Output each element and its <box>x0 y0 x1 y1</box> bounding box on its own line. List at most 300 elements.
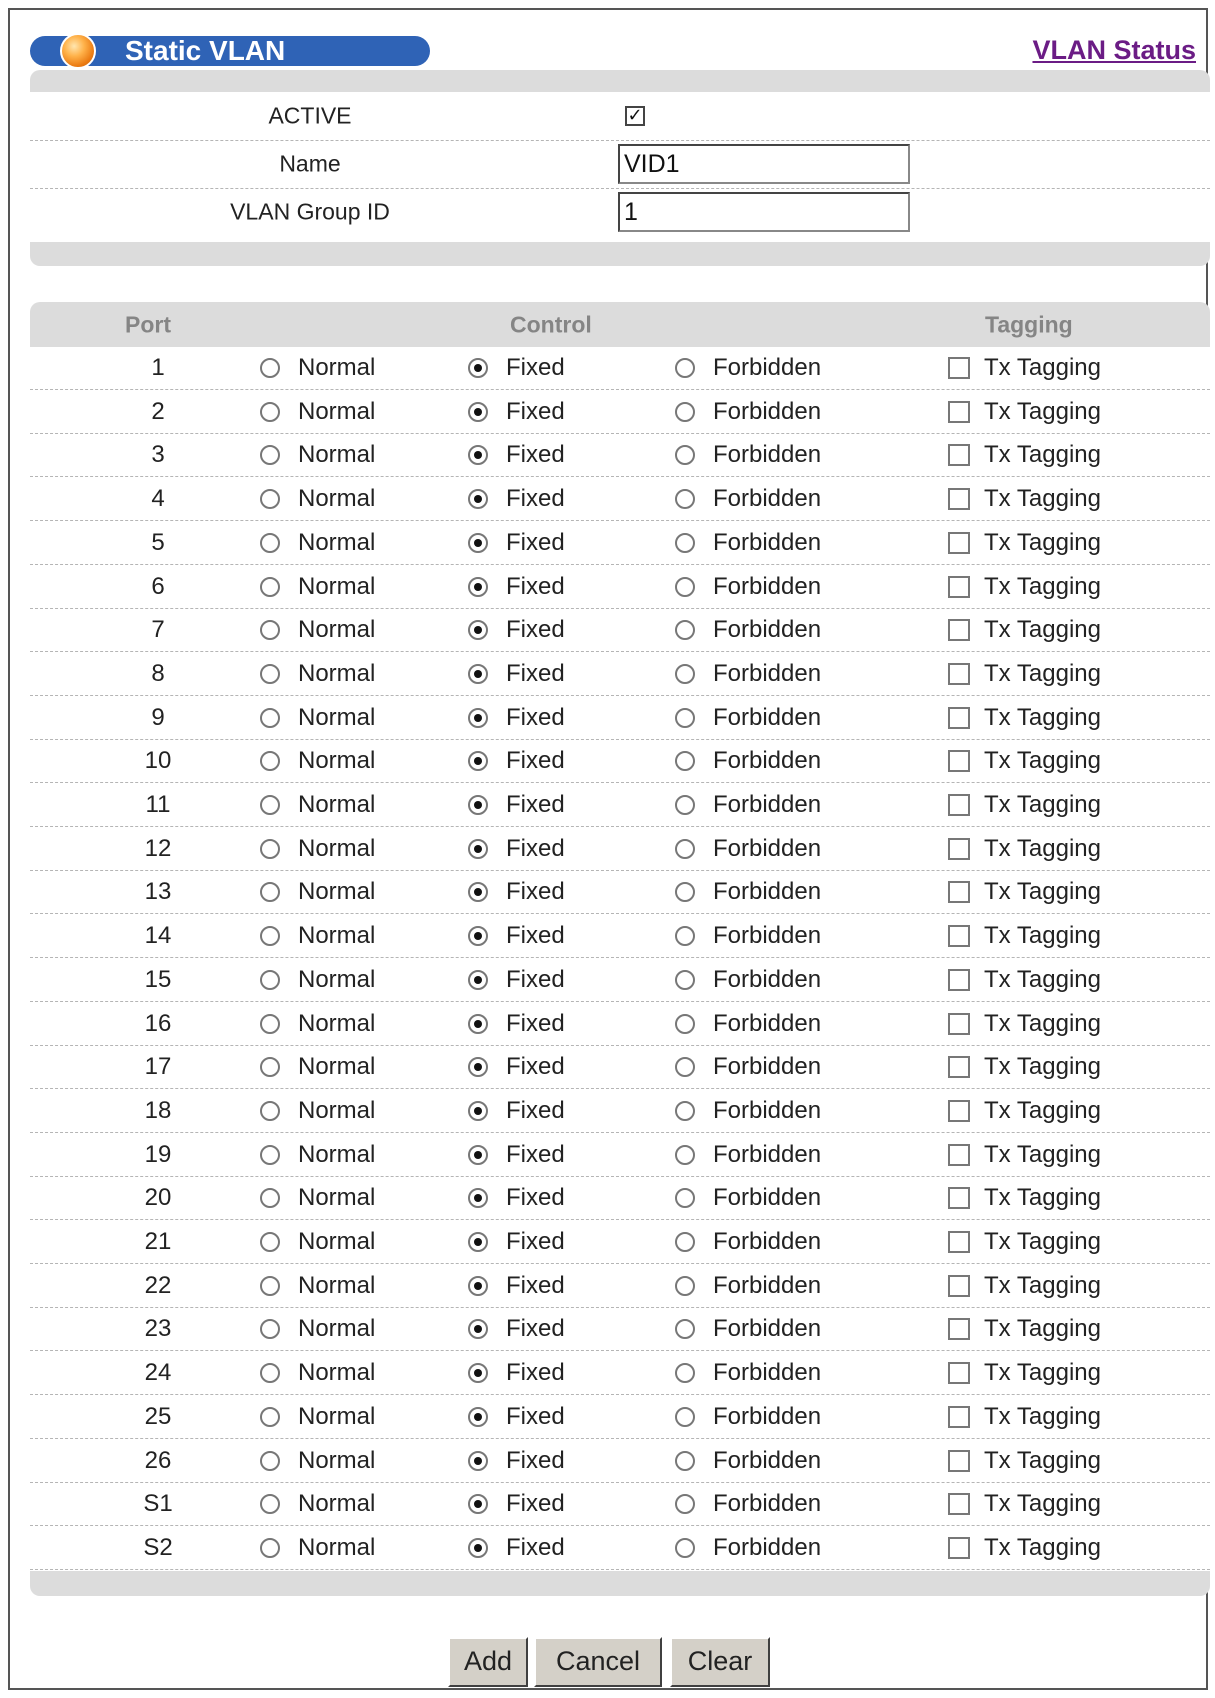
control-option-normal[interactable] <box>260 1315 375 1343</box>
tx-tagging-option[interactable] <box>948 398 1101 426</box>
tx-tagging-label: Tx Tagging <box>984 791 1101 818</box>
tx-tagging-checkbox[interactable] <box>948 794 970 816</box>
tx-tagging-option[interactable] <box>948 1534 1101 1562</box>
control-option-forbidden[interactable] <box>675 835 821 863</box>
fixed-label: Fixed <box>506 1096 565 1124</box>
radio-fixed[interactable] <box>468 445 488 465</box>
radio-fixed[interactable] <box>468 1451 488 1471</box>
radio-normal[interactable] <box>260 970 280 990</box>
radio-normal[interactable] <box>260 882 280 902</box>
control-option-forbidden[interactable] <box>675 1272 821 1300</box>
control-option-normal[interactable] <box>260 966 375 994</box>
tx-tagging-checkbox[interactable] <box>948 576 970 598</box>
control-option-fixed[interactable] <box>468 922 565 950</box>
port-number: 14 <box>144 922 172 950</box>
radio-forbidden[interactable] <box>675 926 695 946</box>
control-option-normal[interactable] <box>260 922 375 950</box>
tx-tagging-label: Tx Tagging <box>984 659 1101 687</box>
radio-fixed[interactable] <box>468 1407 488 1427</box>
radio-forbidden[interactable] <box>675 1188 695 1208</box>
control-option-fixed[interactable] <box>468 529 565 557</box>
tx-tagging-checkbox[interactable] <box>948 838 970 860</box>
control-option-normal[interactable] <box>260 573 375 601</box>
fixed-label: Fixed <box>506 747 565 775</box>
control-option-normal[interactable] <box>260 878 375 906</box>
port-number: 23 <box>144 1315 172 1343</box>
control-option-fixed[interactable] <box>468 1447 565 1475</box>
port-number: S2 <box>143 1533 173 1561</box>
fixed-label: Fixed <box>506 1228 565 1255</box>
control-option-forbidden[interactable] <box>675 704 821 732</box>
radio-normal[interactable] <box>260 751 280 771</box>
control-option-fixed[interactable] <box>468 791 565 819</box>
table-row <box>30 1221 1210 1264</box>
control-option-forbidden[interactable] <box>675 878 821 906</box>
fixed-label: Fixed <box>506 878 565 906</box>
control-option-fixed[interactable] <box>468 398 565 426</box>
radio-normal[interactable] <box>260 1145 280 1165</box>
radio-forbidden[interactable] <box>675 489 695 509</box>
tx-tagging-checkbox[interactable] <box>948 619 970 641</box>
radio-forbidden[interactable] <box>675 1232 695 1252</box>
radio-normal[interactable] <box>260 664 280 684</box>
normal-label: Normal <box>298 1184 376 1212</box>
radio-fixed[interactable] <box>468 1014 488 1034</box>
tx-tagging-label: Tx Tagging <box>984 1140 1101 1168</box>
radio-forbidden[interactable] <box>675 358 695 378</box>
radio-normal[interactable] <box>260 1538 280 1558</box>
port-number: 2 <box>151 397 165 425</box>
control-option-forbidden[interactable] <box>675 398 821 426</box>
control-option-normal[interactable] <box>260 441 375 469</box>
tx-tagging-option[interactable] <box>948 1359 1101 1387</box>
tx-tagging-checkbox[interactable] <box>948 532 970 554</box>
control-option-normal[interactable] <box>260 354 375 382</box>
port-number: 19 <box>144 1140 172 1168</box>
radio-normal[interactable] <box>260 620 280 640</box>
tx-tagging-option[interactable] <box>948 878 1101 906</box>
tx-tagging-option[interactable] <box>948 704 1101 732</box>
radio-normal[interactable] <box>260 926 280 946</box>
control-option-normal[interactable] <box>260 1272 375 1300</box>
tx-tagging-label: Tx Tagging <box>984 441 1101 469</box>
control-option-forbidden[interactable] <box>675 1184 821 1212</box>
radio-forbidden[interactable] <box>675 1494 695 1514</box>
fixed-label: Fixed <box>506 703 565 731</box>
control-option-normal[interactable] <box>260 1010 375 1038</box>
control-option-forbidden[interactable] <box>675 1315 821 1343</box>
normal-label: Normal <box>298 1053 376 1081</box>
tx-tagging-checkbox[interactable] <box>948 1013 970 1035</box>
radio-fixed[interactable] <box>468 664 488 684</box>
radio-fixed[interactable] <box>468 1101 488 1121</box>
tx-tagging-checkbox[interactable] <box>948 925 970 947</box>
vlan-status-link[interactable]: VLAN Status <box>1032 35 1196 65</box>
radio-normal[interactable] <box>260 708 280 728</box>
radio-normal[interactable] <box>260 1494 280 1514</box>
radio-fixed[interactable] <box>468 533 488 553</box>
control-option-normal[interactable] <box>260 835 375 863</box>
tx-tagging-option[interactable] <box>948 1053 1101 1081</box>
radio-fixed[interactable] <box>468 402 488 422</box>
control-option-normal[interactable] <box>260 1359 375 1387</box>
tx-tagging-checkbox[interactable] <box>948 969 970 991</box>
control-option-normal[interactable] <box>260 529 375 557</box>
tx-tagging-option[interactable] <box>948 573 1101 601</box>
control-option-fixed[interactable] <box>468 1228 565 1256</box>
radio-fixed[interactable] <box>468 1319 488 1339</box>
control-option-fixed[interactable] <box>468 1010 565 1038</box>
control-option-forbidden[interactable] <box>675 1403 821 1431</box>
control-option-fixed[interactable] <box>468 616 565 644</box>
fixed-label: Fixed <box>506 485 565 513</box>
control-option-normal[interactable] <box>260 791 375 819</box>
tx-tagging-checkbox[interactable] <box>948 401 970 423</box>
control-option-fixed[interactable] <box>468 966 565 994</box>
tx-tagging-checkbox[interactable] <box>948 1275 970 1297</box>
fixed-label: Fixed <box>506 1271 565 1299</box>
table-row <box>30 1352 1210 1395</box>
tx-tagging-option[interactable] <box>948 354 1101 382</box>
table-row <box>30 522 1210 565</box>
control-option-forbidden[interactable] <box>675 354 821 382</box>
control-option-normal[interactable] <box>260 1490 375 1518</box>
radio-forbidden[interactable] <box>675 1276 695 1296</box>
control-option-fixed[interactable] <box>468 660 565 688</box>
radio-fixed[interactable] <box>468 1494 488 1514</box>
tx-tagging-label: Tx Tagging <box>984 485 1101 513</box>
control-option-fixed[interactable] <box>468 573 565 601</box>
control-option-fixed[interactable] <box>468 1315 565 1343</box>
control-option-normal[interactable] <box>260 1184 375 1212</box>
radio-forbidden[interactable] <box>675 1145 695 1165</box>
radio-forbidden[interactable] <box>675 577 695 597</box>
port-number: 5 <box>151 528 165 556</box>
control-option-forbidden[interactable] <box>675 1097 821 1125</box>
radio-normal[interactable] <box>260 1276 280 1296</box>
normal-label: Normal <box>298 397 376 425</box>
add-button[interactable]: Add <box>448 1637 528 1687</box>
tx-tagging-checkbox[interactable] <box>948 1537 970 1559</box>
tx-tagging-checkbox[interactable] <box>948 444 970 466</box>
table-header <box>30 302 1210 347</box>
control-option-forbidden[interactable] <box>675 1359 821 1387</box>
radio-forbidden[interactable] <box>675 1101 695 1121</box>
control-option-forbidden[interactable] <box>675 485 821 513</box>
control-option-forbidden[interactable] <box>675 1228 821 1256</box>
radio-forbidden[interactable] <box>675 751 695 771</box>
fixed-label: Fixed <box>506 572 565 600</box>
tx-tagging-option[interactable] <box>948 1184 1101 1212</box>
radio-normal[interactable] <box>260 1232 280 1252</box>
tx-tagging-option[interactable] <box>948 747 1101 775</box>
radio-forbidden[interactable] <box>675 620 695 640</box>
radio-fixed[interactable] <box>468 1538 488 1558</box>
tx-tagging-checkbox[interactable] <box>948 1231 970 1253</box>
radio-forbidden[interactable] <box>675 664 695 684</box>
radio-normal[interactable] <box>260 358 280 378</box>
radio-fixed[interactable] <box>468 708 488 728</box>
control-option-fixed[interactable] <box>468 1141 565 1169</box>
forbidden-label: Forbidden <box>713 965 822 993</box>
port-number: 4 <box>151 485 165 513</box>
control-option-normal[interactable] <box>260 1053 375 1081</box>
tx-tagging-checkbox[interactable] <box>948 1493 970 1515</box>
radio-forbidden[interactable] <box>675 1319 695 1339</box>
radio-normal[interactable] <box>260 1101 280 1121</box>
control-option-forbidden[interactable] <box>675 1534 821 1562</box>
tx-tagging-option[interactable] <box>948 1010 1101 1038</box>
radio-fixed[interactable] <box>468 926 488 946</box>
radio-forbidden[interactable] <box>675 882 695 902</box>
radio-fixed[interactable] <box>468 751 488 771</box>
radio-normal[interactable] <box>260 1319 280 1339</box>
radio-forbidden[interactable] <box>675 445 695 465</box>
control-option-normal[interactable] <box>260 398 375 426</box>
tx-tagging-option[interactable] <box>948 1447 1101 1475</box>
tx-tagging-label: Tx Tagging <box>984 616 1101 644</box>
control-option-normal[interactable] <box>260 616 375 644</box>
tx-tagging-option[interactable] <box>948 1403 1101 1431</box>
tx-tagging-label: Tx Tagging <box>984 834 1101 862</box>
radio-fixed[interactable] <box>468 1232 488 1252</box>
control-option-normal[interactable] <box>260 485 375 513</box>
control-option-fixed[interactable] <box>468 1272 565 1300</box>
radio-fixed[interactable] <box>468 882 488 902</box>
control-option-fixed[interactable] <box>468 1534 565 1562</box>
normal-label: Normal <box>298 1446 376 1474</box>
radio-forbidden[interactable] <box>675 402 695 422</box>
normal-label: Normal <box>298 1533 376 1561</box>
tx-tagging-option[interactable] <box>948 1228 1101 1256</box>
tx-tagging-checkbox[interactable] <box>948 1318 970 1340</box>
tx-tagging-option[interactable] <box>948 616 1101 644</box>
forbidden-label: Forbidden <box>713 1184 822 1212</box>
tx-tagging-label: Tx Tagging <box>984 1402 1101 1430</box>
control-option-fixed[interactable] <box>468 704 565 732</box>
fixed-label: Fixed <box>506 397 565 425</box>
radio-forbidden[interactable] <box>675 708 695 728</box>
control-option-normal[interactable] <box>260 1534 375 1562</box>
normal-label: Normal <box>298 922 376 950</box>
radio-fixed[interactable] <box>468 1363 488 1383</box>
control-option-fixed[interactable] <box>468 441 565 469</box>
tx-tagging-option[interactable] <box>948 791 1101 819</box>
port-number: 20 <box>144 1184 172 1212</box>
table-row <box>30 959 1210 1002</box>
vlan-settings-panel <box>30 70 1210 266</box>
radio-fixed[interactable] <box>468 1145 488 1165</box>
tx-tagging-option[interactable] <box>948 1315 1101 1343</box>
tx-tagging-option[interactable] <box>948 441 1101 469</box>
control-option-fixed[interactable] <box>468 878 565 906</box>
name-input[interactable] <box>618 144 910 184</box>
tx-tagging-label: Tx Tagging <box>984 1271 1101 1299</box>
control-option-forbidden[interactable] <box>675 573 821 601</box>
normal-label: Normal <box>298 878 376 906</box>
radio-normal[interactable] <box>260 1188 280 1208</box>
tagging-column-header: Tagging <box>985 311 1073 337</box>
port-number: 13 <box>144 878 172 906</box>
tx-tagging-checkbox[interactable] <box>948 488 970 510</box>
table-row <box>30 1396 1210 1439</box>
radio-forbidden[interactable] <box>675 970 695 990</box>
tx-tagging-checkbox[interactable] <box>948 1362 970 1384</box>
control-option-fixed[interactable] <box>468 747 565 775</box>
forbidden-label: Forbidden <box>713 878 822 906</box>
tx-tagging-checkbox[interactable] <box>948 1144 970 1166</box>
tx-tagging-label: Tx Tagging <box>984 703 1101 731</box>
radio-fixed[interactable] <box>468 358 488 378</box>
forbidden-label: Forbidden <box>713 397 822 425</box>
forbidden-label: Forbidden <box>713 1402 822 1430</box>
tx-tagging-option[interactable] <box>948 485 1101 513</box>
control-option-normal[interactable] <box>260 747 375 775</box>
radio-normal[interactable] <box>260 489 280 509</box>
tx-tagging-checkbox[interactable] <box>948 663 970 685</box>
control-option-forbidden[interactable] <box>675 529 821 557</box>
fixed-label: Fixed <box>506 834 565 862</box>
radio-forbidden[interactable] <box>675 1407 695 1427</box>
radio-forbidden[interactable] <box>675 1057 695 1077</box>
control-option-fixed[interactable] <box>468 1097 565 1125</box>
control-option-normal[interactable] <box>260 1141 375 1169</box>
radio-forbidden[interactable] <box>675 1538 695 1558</box>
control-option-forbidden[interactable] <box>675 1490 821 1518</box>
control-option-forbidden[interactable] <box>675 747 821 775</box>
tx-tagging-checkbox[interactable] <box>948 1406 970 1428</box>
radio-fixed[interactable] <box>468 620 488 640</box>
tx-tagging-checkbox[interactable] <box>948 357 970 379</box>
radio-normal[interactable] <box>260 1363 280 1383</box>
control-option-forbidden[interactable] <box>675 660 821 688</box>
radio-normal[interactable] <box>260 1014 280 1034</box>
port-number: 26 <box>144 1446 172 1474</box>
normal-label: Normal <box>298 572 376 600</box>
forbidden-label: Forbidden <box>713 1228 822 1255</box>
control-option-normal[interactable] <box>260 704 375 732</box>
radio-normal[interactable] <box>260 795 280 815</box>
radio-normal[interactable] <box>260 577 280 597</box>
control-option-fixed[interactable] <box>468 1359 565 1387</box>
radio-forbidden[interactable] <box>675 839 695 859</box>
tx-tagging-option[interactable] <box>948 1097 1101 1125</box>
radio-forbidden[interactable] <box>675 1363 695 1383</box>
control-option-forbidden[interactable] <box>675 966 821 994</box>
tx-tagging-checkbox[interactable] <box>948 750 970 772</box>
tx-tagging-checkbox[interactable] <box>948 1100 970 1122</box>
control-option-fixed[interactable] <box>468 1490 565 1518</box>
tx-tagging-checkbox[interactable] <box>948 1450 970 1472</box>
forbidden-label: Forbidden <box>713 922 822 950</box>
radio-fixed[interactable] <box>468 1276 488 1296</box>
radio-fixed[interactable] <box>468 489 488 509</box>
radio-normal[interactable] <box>260 533 280 553</box>
tx-tagging-label: Tx Tagging <box>984 878 1101 906</box>
control-option-forbidden[interactable] <box>675 1141 821 1169</box>
group-id-input[interactable] <box>618 192 910 232</box>
port-number: 8 <box>151 659 165 687</box>
radio-normal[interactable] <box>260 1057 280 1077</box>
tx-tagging-checkbox[interactable] <box>948 881 970 903</box>
radio-normal[interactable] <box>260 445 280 465</box>
tx-tagging-option[interactable] <box>948 1490 1101 1518</box>
control-option-normal[interactable] <box>260 660 375 688</box>
radio-fixed[interactable] <box>468 970 488 990</box>
control-option-forbidden[interactable] <box>675 922 821 950</box>
control-option-forbidden[interactable] <box>675 1010 821 1038</box>
table-row <box>30 828 1210 871</box>
tx-tagging-label: Tx Tagging <box>984 747 1101 775</box>
control-option-fixed[interactable] <box>468 1053 565 1081</box>
tx-tagging-option[interactable] <box>948 529 1101 557</box>
table-row <box>30 1003 1210 1046</box>
radio-forbidden[interactable] <box>675 533 695 553</box>
fixed-label: Fixed <box>506 354 565 381</box>
tx-tagging-option[interactable] <box>948 1272 1101 1300</box>
radio-normal[interactable] <box>260 402 280 422</box>
tx-tagging-option[interactable] <box>948 1141 1101 1169</box>
normal-label: Normal <box>298 1009 376 1037</box>
normal-label: Normal <box>298 441 376 469</box>
fixed-label: Fixed <box>506 441 565 469</box>
control-option-forbidden[interactable] <box>675 441 821 469</box>
radio-normal[interactable] <box>260 1407 280 1427</box>
control-option-normal[interactable] <box>260 1097 375 1125</box>
control-option-fixed[interactable] <box>468 1403 565 1431</box>
control-option-normal[interactable] <box>260 1228 375 1256</box>
radio-fixed[interactable] <box>468 795 488 815</box>
control-option-fixed[interactable] <box>468 354 565 382</box>
forbidden-label: Forbidden <box>713 616 822 644</box>
tx-tagging-option[interactable] <box>948 660 1101 688</box>
radio-fixed[interactable] <box>468 577 488 597</box>
tx-tagging-option[interactable] <box>948 835 1101 863</box>
tx-tagging-checkbox[interactable] <box>948 1056 970 1078</box>
control-option-forbidden[interactable] <box>675 791 821 819</box>
radio-forbidden[interactable] <box>675 795 695 815</box>
control-option-normal[interactable] <box>260 1403 375 1431</box>
tx-tagging-checkbox[interactable] <box>948 707 970 729</box>
control-option-forbidden[interactable] <box>675 1447 821 1475</box>
tx-tagging-checkbox[interactable] <box>948 1187 970 1209</box>
radio-fixed[interactable] <box>468 1188 488 1208</box>
radio-fixed[interactable] <box>468 839 488 859</box>
control-option-forbidden[interactable] <box>675 1053 821 1081</box>
clear-button[interactable]: Clear <box>670 1637 770 1687</box>
port-number: S1 <box>143 1490 173 1518</box>
radio-forbidden[interactable] <box>675 1014 695 1034</box>
radio-normal[interactable] <box>260 839 280 859</box>
fixed-label: Fixed <box>506 1490 565 1518</box>
tx-tagging-option[interactable] <box>948 922 1101 950</box>
table-row <box>30 1177 1210 1220</box>
radio-normal[interactable] <box>260 1451 280 1471</box>
fixed-label: Fixed <box>506 1009 565 1037</box>
group-id-row <box>30 188 1210 236</box>
control-option-normal[interactable] <box>260 1447 375 1475</box>
tx-tagging-option[interactable] <box>948 966 1101 994</box>
control-option-fixed[interactable] <box>468 485 565 513</box>
radio-forbidden[interactable] <box>675 1451 695 1471</box>
radio-fixed[interactable] <box>468 1057 488 1077</box>
tx-tagging-label: Tx Tagging <box>984 922 1101 950</box>
cancel-button[interactable]: Cancel <box>534 1637 662 1687</box>
control-option-fixed[interactable] <box>468 835 565 863</box>
active-checkbox[interactable]: ✓ <box>625 106 645 126</box>
control-option-forbidden[interactable] <box>675 616 821 644</box>
control-option-fixed[interactable] <box>468 1184 565 1212</box>
